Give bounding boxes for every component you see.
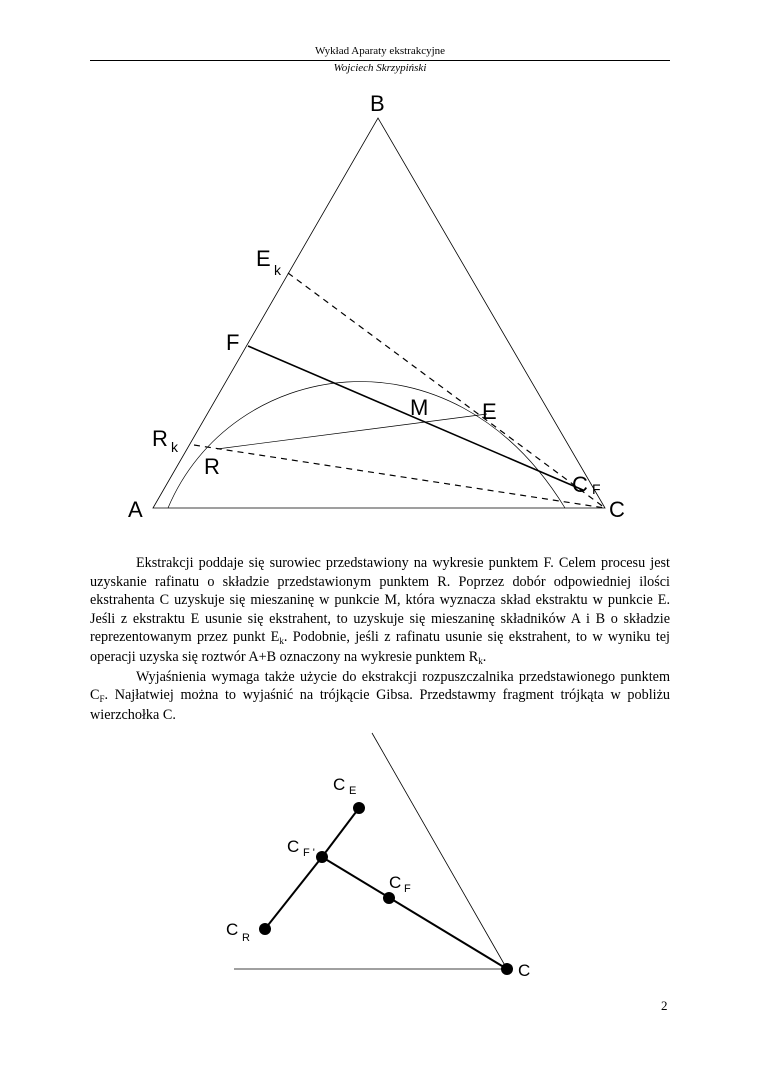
label-C: C (609, 497, 625, 522)
label-CF-sub: F (404, 883, 411, 895)
label-E: E (482, 399, 497, 424)
line-CFp-CE (322, 808, 359, 857)
header-rule (90, 60, 670, 61)
label-CF: C (572, 472, 588, 497)
paragraph-1: Ekstrakcji poddaje się surowiec przedstawiony na wykresie punktem F. Celem procesu jest uzyskanie rafinatu o składzie przedstawionym punktem R. Poprzez dobór odpowiedniej ilości ekstrahenta C uzyskuje się mieszaninę w punkcie M, która wyznacza skład ekstraktu w punkcie E. Jeśli z ekstraktu E usunie się ekstrahent, to uzyskuje się mieszaninę składników A i B o składzie reprezentowanym przez punkt $E_k$. Podobnie, jeśli z rafinatu usunie się ekstrahent, to w wyniku tej operacji uzyska się roztwór A+B oznaczony na wykresie punktem $R_k$. (90, 555, 670, 666)
line-Ek-C-dashed (288, 273, 605, 508)
point-CF (383, 892, 395, 904)
label-R: R (204, 454, 220, 479)
label-A: A (128, 497, 143, 522)
label-Ek: E (256, 246, 271, 271)
point-CR (259, 923, 271, 935)
line-CR-CFp (265, 857, 322, 929)
label-Rk: R (152, 426, 168, 451)
label-M: M (410, 395, 429, 420)
paragraph-2: Wyjaśnienia wymaga także użycie do ekstrakcji rozpuszczalnika przedstawionego punktem $C_F$. Najłatwiej można to wyjaśnić na trójkącie Gibsa. Przedstawmy fragment trójkąta w pobliżu wierzchołka C. (90, 668, 670, 723)
body-text (90, 554, 670, 724)
triangle-fragment-diagram (0, 725, 760, 995)
header-title: Wykład Aparaty ekstrakcyjne (314, 45, 446, 57)
label-CR: C (226, 920, 239, 939)
point-CFp (316, 851, 328, 863)
label-CFp: C (287, 837, 300, 856)
ternary-diagram (0, 80, 760, 530)
header-author: Wojciech Skrzypiński (333, 62, 427, 74)
label-CFp-sub: F ' (303, 847, 315, 859)
label-CE: C (333, 775, 346, 794)
label-B: B (370, 91, 385, 116)
label-Ek-sub: k (274, 262, 281, 278)
point-CE (353, 802, 365, 814)
label-CF-sub: F (592, 481, 601, 497)
page-number: 2 (661, 998, 668, 1013)
label-F: F (226, 330, 240, 355)
label-Rk-sub: k (171, 439, 178, 455)
point-C (501, 963, 513, 975)
label-CF: C (389, 873, 402, 892)
label-CE-sub: E (349, 785, 357, 797)
triangle-side (372, 733, 507, 969)
binodal-curve (168, 382, 565, 508)
line-CFp-C (322, 857, 507, 969)
label-CR-sub: R (242, 932, 250, 944)
label-C-vertex: C (518, 961, 531, 980)
